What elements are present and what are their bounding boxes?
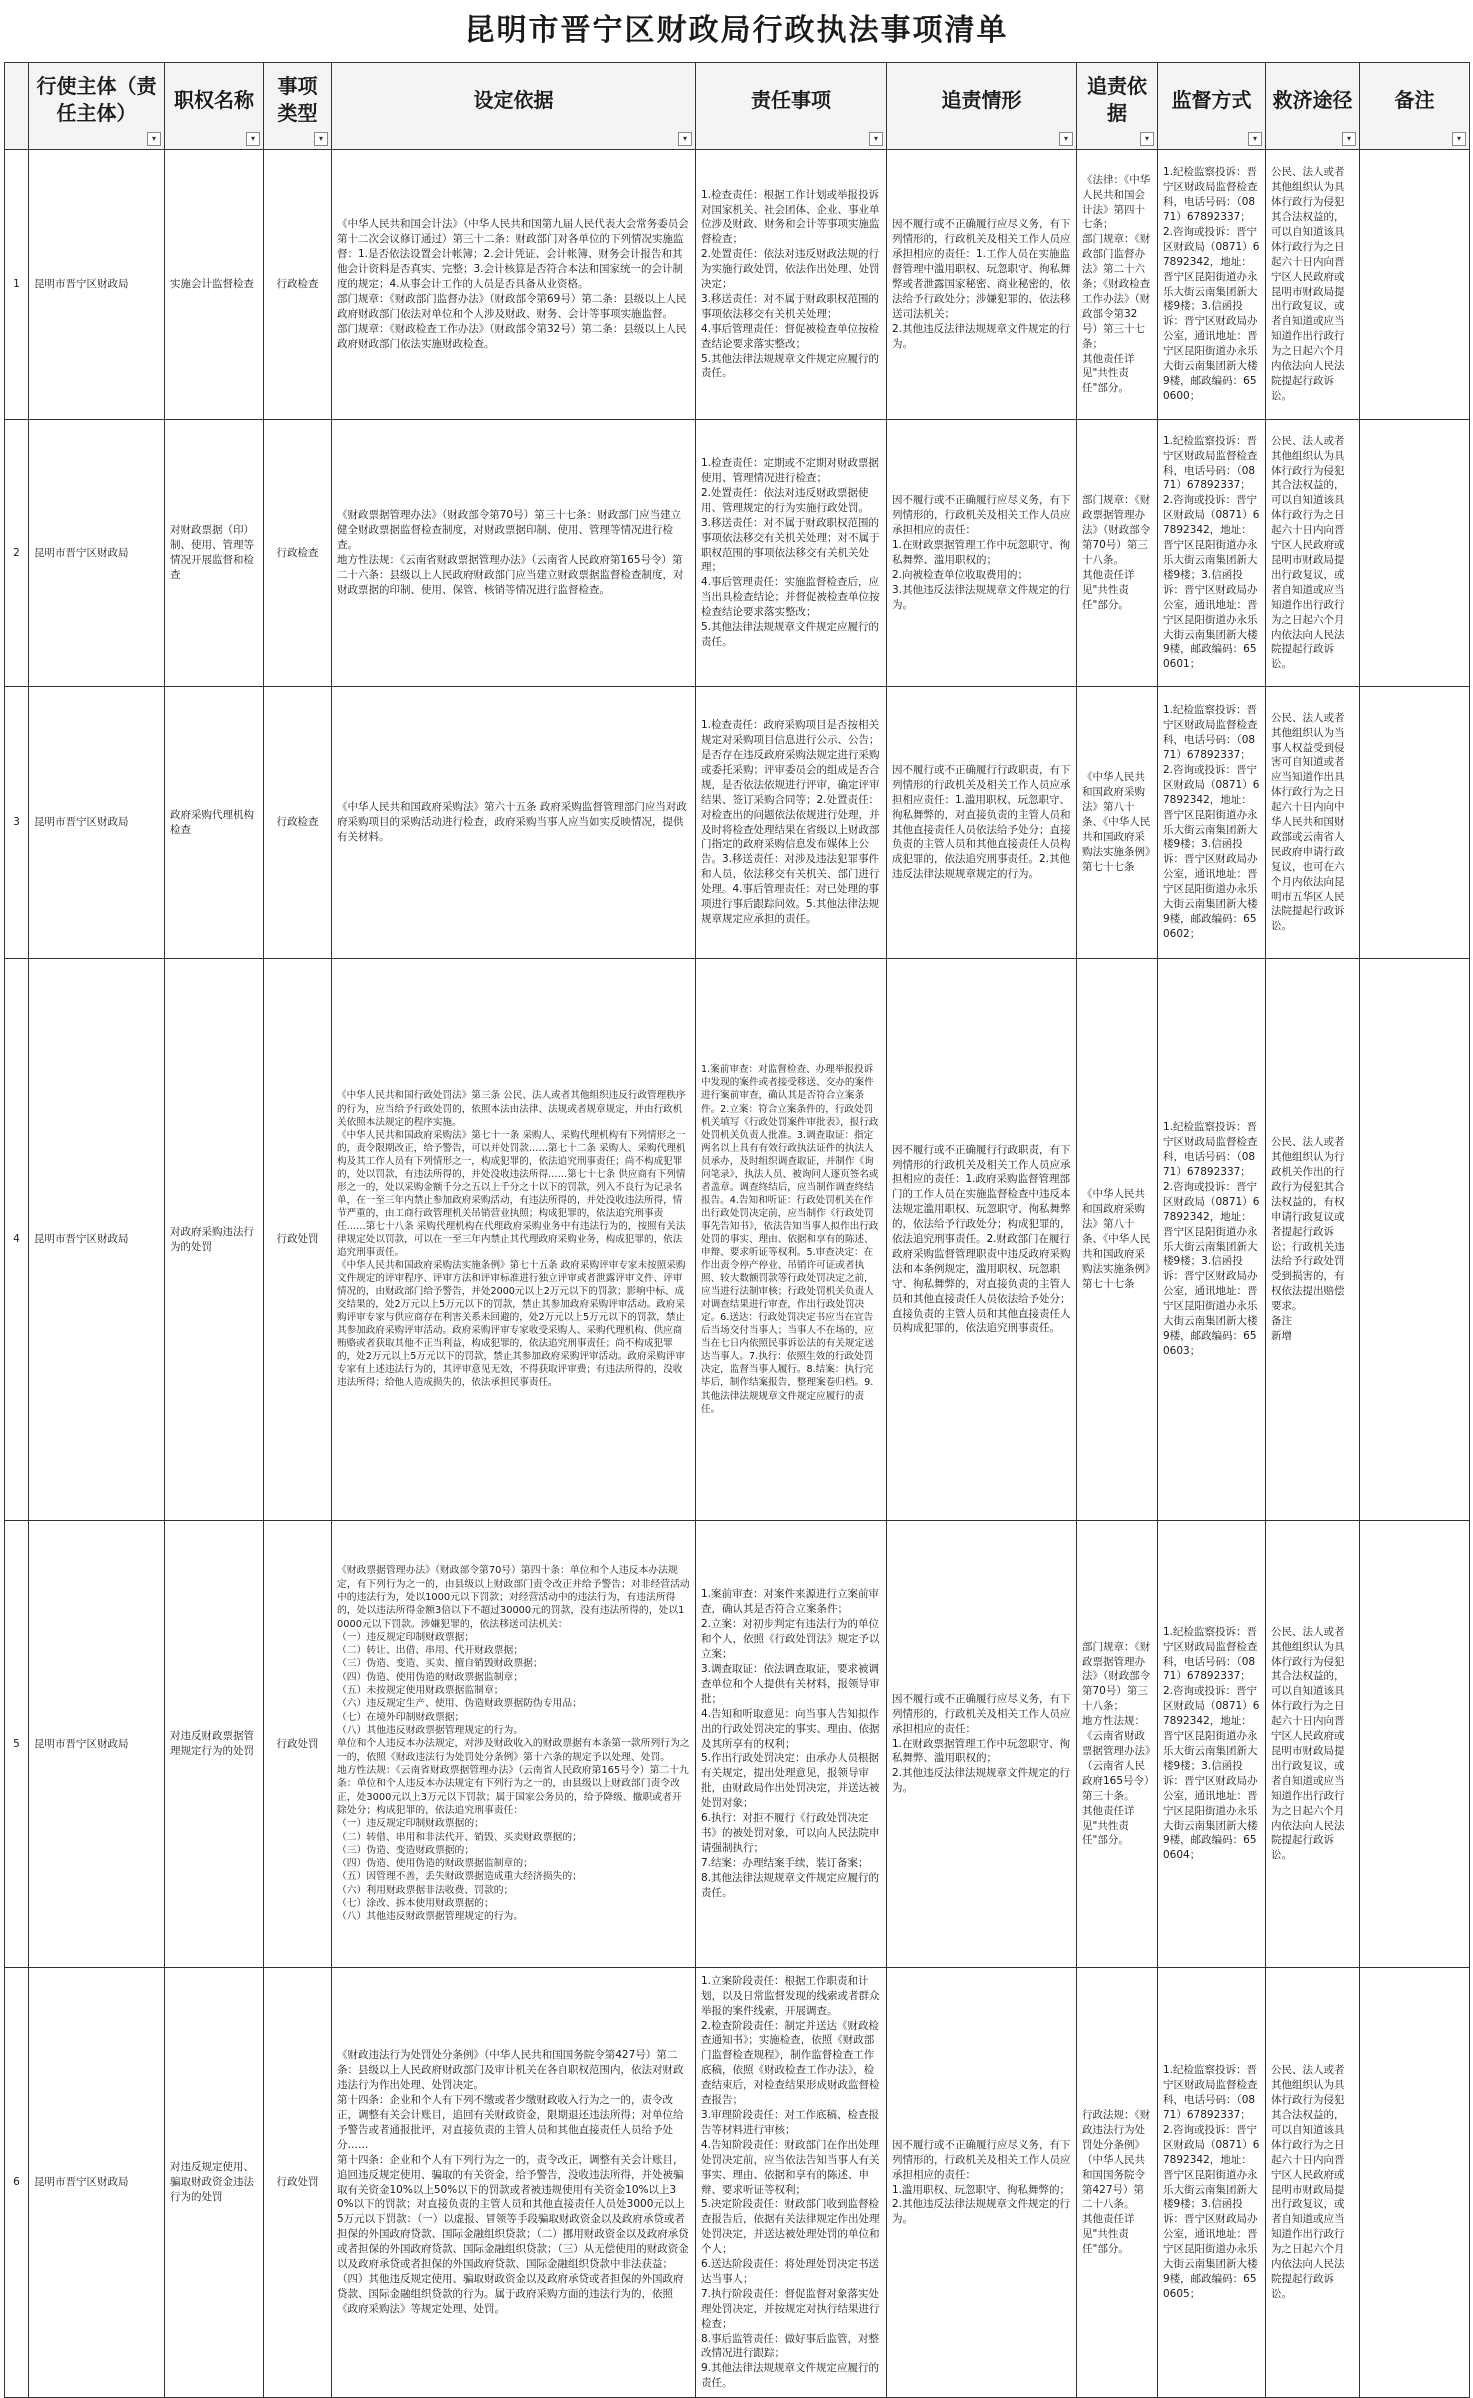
- supervision-cell: 1.纪检监察投诉：晋宁区财政局监督检查科，电话号码：（0871）67892337； 2.咨询或投诉：晋宁区财政局（0871）67892342，地址：晋宁区昆阳街道办永乐大街云南集团新大楼9楼；3.信函投诉：晋宁区财政局办公室，通讯地址：晋宁区昆阳街道办永乐大街云南集团新大楼9楼，邮政编码：650605；: [1158, 1968, 1266, 2398]
- duty-cell: 1.立案阶段责任：根据工作职责和计划，以及日常监督发现的线索或者群众举报的案件线索，开展调查。 2.检查阶段责任：制定并送达《财政检查通知书》；实施检查，依照《财政部门监督检查规程》，制作监督检查工作底稿，依照《财政检查工作办法》，检查结束后，对检查结果形成财政监督检查报告； 3.审理阶段责任：对工作底稿、检查报告等材料进行审核； 4.告知阶段责任：财政部门在作出处理处罚决定前，应当依法告知当事人有关事实、理由、依据和享有的陈述、申辩、要求听证等权利； 5.决定阶段责任：财政部门收到监督检查报告后，依据有关法律规定作出处理处罚决定，并送达被处理处罚的单位和个人； 6.送达阶段责任：将处理处罚决定书送达当事人； 7.执行阶段责任：督促监督对象落实处理处罚决定，并按规定对执行结果进行检查； 8.事后监管责任：做好事后监管，对整改情况进行跟踪； 9.其他法律法规规章文件规定应履行的责任。: [696, 1968, 887, 2398]
- remark-cell: [1360, 150, 1470, 420]
- subject-cell: 昆明市晋宁区财政局: [29, 687, 165, 959]
- filter-dropdown-icon[interactable]: ▾: [678, 132, 692, 146]
- liability-cell: 因不履行或不正确履行应尽义务，有下列情形的，行政机关及相关工作人员应承担相应的责任： 1.在财政票据管理工作中玩忽职守、徇私舞弊、滥用职权的； 2.其他违反法律法规规章文件规定的行为。: [887, 1521, 1077, 1968]
- table-row: [5, 687, 1470, 959]
- header-liability: [887, 63, 1077, 150]
- supervision-cell: 1.纪检监察投诉：晋宁区财政局监督检查科，电话号码：（0871）67892337； 2.咨询或投诉：晋宁区财政局（0871）67892342，地址：晋宁区昆阳街道办永乐大街云南集团新大楼9楼；3.信函投诉：晋宁区财政局办公室，通讯地址：晋宁区昆阳街道办永乐大街云南集团新大楼9楼，邮政编码：650602；: [1158, 687, 1266, 959]
- header-label: 设定依据: [473, 87, 554, 112]
- basis-cell: 《财政票据管理办法》（财政部令第70号）第三十七条：财政部门应当建立健全财政票据监督检查制度，对财政票据印制、使用、管理等情况进行检查。 地方性法规：《云南省财政票据管理办法》（云南省人民政府第165号令）第二十六条：县级以上人民政府财政部门应当建立财政票据监督检查制度，对财政票据的印制、使用、保管、核销等情况进行监督检查。: [332, 420, 696, 687]
- header-supervision: [1158, 63, 1266, 150]
- liability-basis-cell: 《中华人民共和国政府采购法》第八十条、《中华人民共和国政府采购法实施条例》第七十七条: [1077, 687, 1158, 959]
- header-label: 追责依据: [1087, 74, 1147, 125]
- table-row: [5, 420, 1470, 687]
- header-label: 救济途径: [1272, 87, 1353, 112]
- row-number: 2: [5, 420, 29, 687]
- filter-dropdown-icon[interactable]: ▾: [314, 132, 328, 146]
- filter-dropdown-icon[interactable]: ▾: [147, 132, 161, 146]
- header-label: 行使主体（责任主体）: [36, 74, 157, 125]
- power-name-cell: 对政府采购违法行为的处罚: [165, 959, 264, 1521]
- filter-dropdown-icon[interactable]: ▾: [1342, 132, 1356, 146]
- remedy-cell: 公民、法人或者其他组织认为当事人权益受到侵害可自知道或者应当知道作出具体行政行为之日起六十日内向中华人民共和国财政部或云南省人民政府申请行政复议，也可在六个月内依法向昆明市五华区人民法院提起行政诉讼。: [1266, 687, 1360, 959]
- header-label: 职权名称: [174, 87, 254, 112]
- header-label: 监督方式: [1171, 87, 1252, 112]
- header-label: 事项类型: [277, 74, 318, 125]
- filter-dropdown-icon[interactable]: ▾: [1140, 132, 1154, 146]
- basis-cell: 《中华人民共和国行政处罚法》第三条 公民、法人或者其他组织违反行政管理秩序的行为，应当给予行政处罚的，依照本法由法律、法规或者规章规定，并由行政机关依照本法规定的程序实施。 《中华人民共和国政府采购法》第七十一条 采购人、采购代理机构有下列情形之一的，责令限期改正，给予警告，可以并处罚款……第七十二条 采购人、采购代理机构及其工作人员有下列情形之一，构成犯罪的，依法追究刑事责任；尚不构成犯罪的，处以罚款，有违法所得的，并处没收违法所得……第七十七条 供应商有下列情形之一的，处以采购金额千分之五以上千分之十以下的罚款，列入不良行为记录名单，在一至三年内禁止参加政府采购活动，有违法所得的，并处没收违法所得，情节严重的，由工商行政管理机关吊销营业执照；构成犯罪的，依法追究刑事责任……第七十八条 采购代理机构在代理政府采购业务中有违法行为的，按照有关法律规定处以罚款，可以在一至三年内禁止其代理政府采购业务，构成犯罪的，依法追究刑事责任。 《中华人民共和国政府采购法实施条例》第七十五条 政府采购评审专家未按照采购文件规定的评审程序、评审方法和评审标准进行独立评审或者泄露评审文件、评审情况的，由财政部门给予警告，并处2000元以上2万元以下的罚款；影响中标、成交结果的，处2万元以上5万元以下的罚款，禁止其参加政府采购评审活动。政府采购评审专家与供应商存在利害关系未回避的，处2万元以上5万元以下的罚款，禁止其参加政府采购评审活动。政府采购评审专家收受采购人、采购代理机构、供应商贿赂或者获取其他不正当利益，构成犯罪的，依法追究刑事责任；尚不构成犯罪的，处2万元以上5万元以下的罚款，禁止其参加政府采购评审活动。政府采购评审专家有上述违法行为的，其评审意见无效，不得获取评审费；有违法所得的，没收违法所得；给他人造成损失的，依法承担民事责任。: [332, 959, 696, 1521]
- basis-cell: 《财政票据管理办法》（财政部令第70号）第四十条：单位和个人违反本办法规定，有下列行为之一的，由县级以上财政部门责令改正并给予警告；对非经营活动中的违法行为，处以1000元以下罚款；对经营活动中的违法行为，有违法所得的，处以违法所得金额3倍以下不超过30000元的罚款，没有违法所得的，处以10000元以下罚款。涉嫌犯罪的，依法移送司法机关： （一）违反规定印制财政票据； （二）转让、出借、串用、代开财政票据； （三）伪造、变造、买卖、擅自销毁财政票据； （四）伪造、使用伪造的财政票据监制章； （五）未按规定使用财政票据监制章； （六）违反规定生产、使用、伪造财政票据防伪专用品； （七）在境外印制财政票据； （八）其他违反财政票据管理规定的行为。 单位和个人违反本办法规定，对涉及财政收入的财政票据有本条第一款所列行为之一的，依照《财政违法行为处罚处分条例》第十六条的规定予以处理、处罚。 地方性法规：《云南省财政票据管理办法》（云南省人民政府第165号令）第二十九条：单位和个人违反本办法规定有下列行为之一的，由县级以上财政部门责令改正，处3000元以上3万元以下罚款；属于国家公务员的，给予降级、撤职或者开除处分；构成犯罪的，依法追究刑事责任： （一）违反规定印制财政票据的； （二）转借、串用和非法代开、销毁、买卖财政票据的； （三）伪造、变造财政票据的； （四）伪造、使用伪造的财政票据监制章的； （五）因管理不善，丢失财政票据造成重大经济损失的； （六）利用财政票据非法收费、罚款的； （七）涂改、拆本使用财政票据的； （八）其他违反财政票据管理规定的行为。: [332, 1521, 696, 1968]
- liability-basis-cell: 《法律：《中华人民共和国会计法》第四十七条； 部门规章：《财政部门监督办法》第二十六条；《财政检查工作办法》（财政部令第32号）第三十七条； 其他责任详见"共性责任"部分。: [1077, 150, 1158, 420]
- remedy-cell: 公民、法人或者其他组织认为具体行政行为侵犯其合法权益的，可以自知道该具体行政行为之日起六十日内向晋宁区人民政府或昆明市财政局提出行政复议，或者自知道或应当知道作出行政行为之日起六个月内依法向人民法院提起行政诉讼。: [1266, 1521, 1360, 1968]
- header-label: 责任事项: [751, 87, 831, 112]
- table-row: [5, 1968, 1470, 2398]
- liability-basis-cell: 部门规章：《财政票据管理办法》（财政部令第70号）第三十八条； 地方性法规：《云南省财政票据管理办法》（云南省人民政府165号令）第三十条。 其他责任详见"共性责任"部分。: [1077, 1521, 1158, 1968]
- item-type-cell: 行政处罚: [264, 1968, 332, 2398]
- remedy-cell: 公民、法人或者其他组织认为行政机关作出的行政行为侵犯其合法权益的，有权申请行政复议或者提起行政诉讼；行政机关违法给予行政处罚受到损害的，有权依法提出赔偿要求。 备注 新增: [1266, 959, 1360, 1521]
- power-name-cell: 实施会计监督检查: [165, 150, 264, 420]
- duty-cell: 1.检查责任：政府采购项目是否按相关规定对采购项目信息进行公示、公告；是否存在违反政府采购法规定进行采购或委托采购；评审委员会的组成是否合规，是否依法依规进行评审，确定评审结果、签订采购合同等；2.处置责任：对检查出的问题依法依规进行处理，并及时将检查处理结果在省级以上财政部门指定的政府采购信息发布媒体上公告。3.移送责任：对涉及违法犯罪事件和人员，依法移交有关机关、部门进行处理。4.事后管理责任：对已处理的事项进行事后跟踪问效。5.其他法律法规规章规定应承担的责任。: [696, 687, 887, 959]
- remark-cell: [1360, 1521, 1470, 1968]
- header-type: [264, 63, 332, 150]
- power-name-cell: 对违反财政票据管理规定行为的处罚: [165, 1521, 264, 1968]
- subject-cell: 昆明市晋宁区财政局: [29, 1521, 165, 1968]
- basis-cell: 《中华人民共和国会计法》（中华人民共和国第九届人民代表大会常务委员会第十二次会议修订通过）第三十二条：财政部门对各单位的下列情况实施监督：1.是否依法设置会计帐簿；2.会计凭证、会计帐簿、财务会计报告和其他会计资料是否真实、完整；3.会计核算是否符合本法和国家统一的会计制度的规定；4.从事会计工作的人员是否具备从业资格。 部门规章：《财政部门监督办法》（财政部令第69号）第二条：县级以上人民政府财政部门依法对单位和个人涉及财政、财务、会计等事项实施监督。 部门规章：《财政检查工作办法》（财政部令第32号）第二条：县级以上人民政府财政部门依法实施财政检查。: [332, 150, 696, 420]
- row-number: 1: [5, 150, 29, 420]
- item-type-cell: 行政处罚: [264, 959, 332, 1521]
- duty-cell: 1.检查责任：定期或不定期对财政票据使用、管理情况进行检查； 2.处置责任：依法对违反财政票据使用、管理规定的行为实施行政处罚。 3.移送责任：对不属于财政职权范围的事项依法移交有关机关处理；对不属于职权范围的事项依法移交有关机关处理； 4.事后管理责任：实施监督检查后，应当出具检查结论；并督促被检查单位按检查结论要求落实整改； 5.其他法律法规规章文件规定应履行的责任。: [696, 420, 887, 687]
- basis-cell: 《财政违法行为处罚处分条例》（中华人民共和国国务院令第427号）第二条：县级以上人民政府财政部门及审计机关在各自职权范围内，依法对财政违法行为作出处理、处罚决定。 第十四条：企业和个人有下列不缴或者少缴财政收入行为之一的，责令改正，调整有关会计账目，追回有关财政资金，限期退还违法所得；对单位给予警告或者通报批评，对直接负责的主管人员和其他直接责任人员给予处分…… 第十四条：企业和个人有下列行为之一的，责令改正，调整有关会计账目，追回违反规定使用、骗取的有关资金，给予警告，没收违法所得，并处被骗取有关资金10%以上50%以下的罚款或者被违规使用有关资金10%以上30%以下的罚款；对直接负责的主管人员和其他直接责任人员处3000元以上5万元以下罚款：（一）以虚报、冒领等手段骗取财政资金以及政府承贷或者担保的外国政府贷款、国际金融组织贷款；（二）挪用财政资金以及政府承贷或者担保的外国政府贷款、国际金融组织贷款；（三）从无偿使用的财政资金以及政府承贷或者担保的外国政府贷款、国际金融组织贷款中非法获益；（四）其他违反规定使用、骗取财政资金以及政府承贷或者担保的外国政府贷款、国际金融组织贷款的行为。属于政府采购方面的违法行为的，依照《政府采购法》等规定处理、处罚。: [332, 1968, 696, 2398]
- filter-dropdown-icon[interactable]: ▾: [869, 132, 883, 146]
- liability-basis-cell: 行政法规：《财政违法行为处罚处分条例》（中华人民共和国国务院令第427号）第二十八条。 其他责任详见"共性责任"部分。: [1077, 1968, 1158, 2398]
- header-liability-basis: [1077, 63, 1158, 150]
- duty-cell: 1.检查责任：根据工作计划或举报投诉对国家机关、社会团体、企业、事业单位涉及财政、财务和会计等事项实施监督检查； 2.处置责任：依法对违反财政法规的行为实施行政处罚，依法作出处理、处罚决定； 3.移送责任：对不属于财政职权范围的事项依法移交有关机关处理； 4.事后管理责任：督促被检查单位按检查结论要求落实整改； 5.其他法律法规规章文件规定应履行的责任。: [696, 150, 887, 420]
- table-row: [5, 150, 1470, 420]
- basis-cell: 《中华人民共和国政府采购法》第六十五条 政府采购监督管理部门应当对政府采购项目的采购活动进行检查，政府采购当事人应当如实反映情况，提供有关材料。: [332, 687, 696, 959]
- item-type-cell: 行政处罚: [264, 1521, 332, 1968]
- duty-cell: 1.案前审查：对监督检查、办理举报投诉中发现的案件或者接受移送、交办的案件进行案前审查，确认其是否符合立案条件。2.立案：符合立案条件的，行政处罚机关填写《行政处罚案件审批表》，报行政处罚机关负责人批准。3.调查取证：指定两名以上具有有效行政执法证件的执法人员承办，及时组织调查取证，并制作《询问笔录》，执法人员、被询问人逐页签名或者盖章。调查终结后，应当制作调查终结报告。4.告知和听证：行政处罚机关在作出行政处罚决定前，应当制作《行政处罚事先告知书》，依法告知当事人拟作出行政处罚的事实、理由、依据和享有的陈述、申辩、要求听证等权利。5.审查决定：在作出责令停产停业、吊销许可证或者执照、较大数额罚款等行政处罚决定之前，应当进行法制审核；行政处罚机关负责人对调查结果进行审查，作出行政处罚决定。6.送达：行政处罚决定书应当在宣告后当场交付当事人；当事人不在场的，应当在七日内依照民事诉讼法的有关规定送达当事人。7.执行：依照生效的行政处罚决定，监督当事人履行。8.结案：执行完毕后，制作结案报告，整理案卷归档。9.其他法律法规规章文件规定应履行的责任。: [696, 959, 887, 1521]
- row-number: 4: [5, 959, 29, 1521]
- liability-cell: 因不履行或不正确履行应尽义务，有下列情形的，行政机关及相关工作人员应承担相应的责任：1.工作人员在实施监督管理中滥用职权、玩忽职守、徇私舞弊或者泄露国家秘密、商业秘密的，依法给予行政处分；涉嫌犯罪的，依法移送司法机关； 2.其他违反法律法规规章文件规定的行为。: [887, 150, 1077, 420]
- item-type-cell: 行政检查: [264, 687, 332, 959]
- header-subject: [29, 63, 165, 150]
- liability-cell: 因不履行或不正确履行行政职责，有下列情形的行政机关及相关工作人员应承担相应的责任：1.政府采购监督管理部门的工作人员在实施监督检查中违反本法规定滥用职权、玩忽职守、徇私舞弊的，依法给予行政处分；构成犯罪的，依法追究刑事责任。2.财政部门在履行政府采购监督管理职责中违反政府采购法和本条例规定，滥用职权、玩忽职守、徇私舞弊的，对直接负责的主管人员和其他直接责任人员依法给予处分；直接负责的主管人员和其他直接责任人员构成犯罪的，依法追究刑事责任。: [887, 959, 1077, 1521]
- liability-basis-cell: 部门规章：《财政票据管理办法》（财政部令第70号）第三十八条。 其他责任详见"共性责任"部分。: [1077, 420, 1158, 687]
- power-name-cell: 政府采购代理机构检查: [165, 687, 264, 959]
- liability-cell: 因不履行或不正确履行应尽义务，有下列情形的，行政机关及相关工作人员应承担相应的责任： 1.滥用职权、玩忽职守、徇私舞弊的； 2.其他违反法律法规规章文件规定的行为。: [887, 1968, 1077, 2398]
- filter-dropdown-icon[interactable]: ▾: [1452, 132, 1466, 146]
- supervision-cell: 1.纪检监察投诉：晋宁区财政局监督检查科，电话号码：（0871）67892337； 2.咨询或投诉：晋宁区财政局（0871）67892342，地址：晋宁区昆阳街道办永乐大街云南集团新大楼9楼；3.信函投诉：晋宁区财政局办公室，通讯地址：晋宁区昆阳街道办永乐大街云南集团新大楼9楼，邮政编码：650603；: [1158, 959, 1266, 1521]
- remedy-cell: 公民、法人或者其他组织认为具体行政行为侵犯其合法权益的，可以自知道该具体行政行为之日起六十日内向晋宁区人民政府或昆明市财政局提出行政复议，或者自知道或应当知道作出行政行为之日起六个月内依法向人民法院提起行政诉讼。: [1266, 150, 1360, 420]
- remark-cell: [1360, 959, 1470, 1521]
- item-type-cell: 行政检查: [264, 150, 332, 420]
- header-remark: [1360, 63, 1470, 150]
- filter-dropdown-icon[interactable]: ▾: [246, 132, 260, 146]
- remedy-cell: 公民、法人或者其他组织认为具体行政行为侵犯其合法权益的，可以自知道该具体行政行为之日起六十日内向晋宁区人民政府或昆明市财政局提出行政复议，或者自知道或应当知道作出行政行为之日起六个月内依法向人民法院提起行政诉讼。: [1266, 1968, 1360, 2398]
- remark-cell: [1360, 687, 1470, 959]
- row-number: 6: [5, 1968, 29, 2398]
- supervision-cell: 1.纪检监察投诉：晋宁区财政局监督检查科，电话号码：（0871）67892337； 2.咨询或投诉：晋宁区财政局（0871）67892342，地址：晋宁区昆阳街道办永乐大街云南集团新大楼9楼；3.信函投诉：晋宁区财政局办公室，通讯地址：晋宁区昆阳街道办永乐大街云南集团新大楼9楼，邮政编码：650601；: [1158, 420, 1266, 687]
- header-index-cell: [5, 63, 29, 150]
- duty-cell: 1.案前审查：对案件来源进行立案前审查，确认其是否符合立案条件； 2.立案：对初步判定有违法行为的单位和个人，依照《行政处罚法》规定予以立案； 3.调查取证：依法调查取证，要求被调查单位和个人提供有关材料，报领导审批； 4.告知和听取意见：向当事人告知拟作出的行政处罚决定的事实、理由、依据及其所享有的权利； 5.作出行政处罚决定：由承办人员根据有关规定，提出处理意见，报领导审批，由财政局作出处罚决定，并送达被处罚对象； 6.执行：对拒不履行《行政处罚决定书》的被处罚对象，可以向人民法院申请强制执行； 7.结案：办理结案手续，装订备案； 8.其他法律法规规章文件规定应履行的责任。: [696, 1521, 887, 1968]
- filter-dropdown-icon[interactable]: ▾: [1248, 132, 1262, 146]
- remark-cell: [1360, 420, 1470, 687]
- liability-basis-cell: 《中华人民共和国政府采购法》第八十条、《中华人民共和国政府采购法实施条例》第七十七条: [1077, 959, 1158, 1521]
- item-type-cell: 行政检查: [264, 420, 332, 687]
- remark-cell: [1360, 1968, 1470, 2398]
- filter-dropdown-icon[interactable]: ▾: [1059, 132, 1073, 146]
- page-title: 昆明市晋宁区财政局行政执法事项清单: [464, 13, 1009, 48]
- row-number: 5: [5, 1521, 29, 1968]
- header-duty: [696, 63, 887, 150]
- supervision-cell: 1.纪检监察投诉：晋宁区财政局监督检查科，电话号码：（0871）67892337； 2.咨询或投诉：晋宁区财政局（0871）67892342，地址：晋宁区昆阳街道办永乐大街云南集团新大楼9楼；3.信函投诉：晋宁区财政局办公室，通讯地址：晋宁区昆阳街道办永乐大街云南集团新大楼9楼，邮政编码：650600；: [1158, 150, 1266, 420]
- row-number: 3: [5, 687, 29, 959]
- table-row: [5, 959, 1470, 1521]
- subject-cell: 昆明市晋宁区财政局: [29, 150, 165, 420]
- subject-cell: 昆明市晋宁区财政局: [29, 420, 165, 687]
- subject-cell: 昆明市晋宁区财政局: [29, 959, 165, 1521]
- header-label: 备注: [1394, 87, 1435, 112]
- liability-cell: 因不履行或不正确履行行政职责，有下列情形的行政机关及相关工作人员应承担相应责任：1.滥用职权、玩忽职守、徇私舞弊的，对直接负责的主管人员和其他直接责任人员依法给予处分；直接负责的主管人员和其他直接责任人员构成犯罪的，依法追究刑事责任。2.其他违反法律法规规章规定的行为。: [887, 687, 1077, 959]
- header-remedy: [1266, 63, 1360, 150]
- header-name: [165, 63, 264, 150]
- header-label: 追责情形: [941, 87, 1022, 112]
- supervision-cell: 1.纪检监察投诉：晋宁区财政局监督检查科，电话号码：（0871）67892337； 2.咨询或投诉：晋宁区财政局（0871）67892342，地址：晋宁区昆阳街道办永乐大街云南集团新大楼9楼；3.信函投诉：晋宁区财政局办公室，通讯地址：晋宁区昆阳街道办永乐大街云南集团新大楼9楼，邮政编码：650604；: [1158, 1521, 1266, 1968]
- subject-cell: 昆明市晋宁区财政局: [29, 1968, 165, 2398]
- power-name-cell: 对财政票据（印）制、使用、管理等情况开展监督和检查: [165, 420, 264, 687]
- liability-cell: 因不履行或不正确履行应尽义务，有下列情形的，行政机关及相关工作人员应承担相应的责任： 1.在财政票据管理工作中玩忽职守、徇私舞弊、滥用职权的； 2.向被检查单位收取费用的； 3.其他违反法律法规规章文件规定的行为。: [887, 420, 1077, 687]
- power-name-cell: 对违反规定使用、骗取财政资金违法行为的处罚: [165, 1968, 264, 2398]
- table-row: [5, 1521, 1470, 1968]
- remedy-cell: 公民、法人或者其他组织认为具体行政行为侵犯其合法权益的，可以自知道该具体行政行为之日起六十日内向晋宁区人民政府或昆明市财政局提出行政复议，或者自知道或应当知道作出行政行为之日起六个月内依法向人民法院提起行政诉讼。: [1266, 420, 1360, 687]
- table-header-row: [5, 63, 1470, 150]
- enforcement-items-table: [4, 62, 1470, 2398]
- header-basis: [332, 63, 696, 150]
